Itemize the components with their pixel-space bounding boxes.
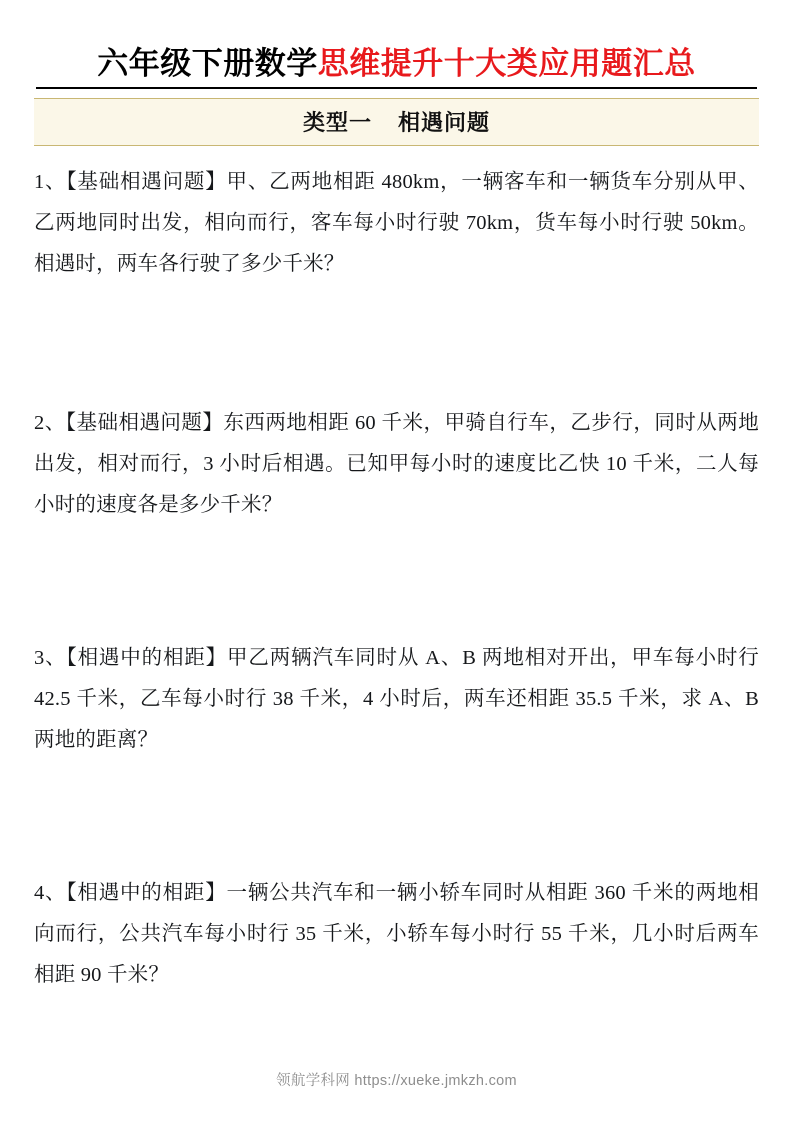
question-tag: 【相遇中的相距】 [66, 882, 227, 904]
question-item [34, 638, 759, 761]
page-title [36, 38, 757, 89]
section-type-label: 类型一 [302, 110, 372, 135]
question-list [34, 162, 759, 996]
question-number: 3、 [34, 647, 67, 669]
question-tag: 【基础相遇问题】 [66, 171, 227, 193]
question-number: 4、 [34, 882, 67, 904]
footer-watermark: 领航学科网 https://xueke.jmkzh.com [276, 1073, 517, 1089]
question-text: 一辆公共汽车和一辆小轿车同时从相距 360 千米的两地相向而行，公共汽车每小时行 35 千米，小轿车每小时行 55 千米，几小时后两车相距 90 千米？ [34, 882, 759, 986]
question-text: 甲乙两辆汽车同时从 A、B 两地相对开出，甲车每小时行 42.5 千米，乙车每小时行 38 千米，4 小时后，两车还相距 35.5 千米，求 A、B 两地的距离？ [34, 647, 759, 751]
question-tag: 【相遇中的相距】 [66, 647, 228, 669]
question-tag: 【基础相遇问题】 [65, 412, 224, 434]
question-text: 甲、乙两地相距 480km，一辆客车和一辆货车分别从甲、乙两地同时出发，相向而行，客车每小时行驶 70km，货车每小时行驶 50km。相遇时，两车各行驶了多少千米？ [34, 171, 759, 275]
section-topic-label: 相遇问题 [398, 110, 491, 135]
question-number: 1、 [34, 171, 67, 193]
question-item [34, 403, 759, 526]
page-title-red-part: 思维提升十大类应用题汇总 [317, 46, 696, 81]
question-text: 东西两地相距 60 千米，甲骑自行车，乙步行，同时从两地出发，相对而行，3 小时后相遇。已知甲每小时的速度比乙快 10 千米，二人每小时的速度各是多少千米？ [34, 412, 759, 516]
question-item [34, 873, 759, 996]
page-title-black-part: 六年级下册数学 [97, 46, 318, 81]
question-number: 2、 [34, 412, 66, 434]
question-item [34, 162, 759, 285]
section-header [34, 98, 759, 146]
